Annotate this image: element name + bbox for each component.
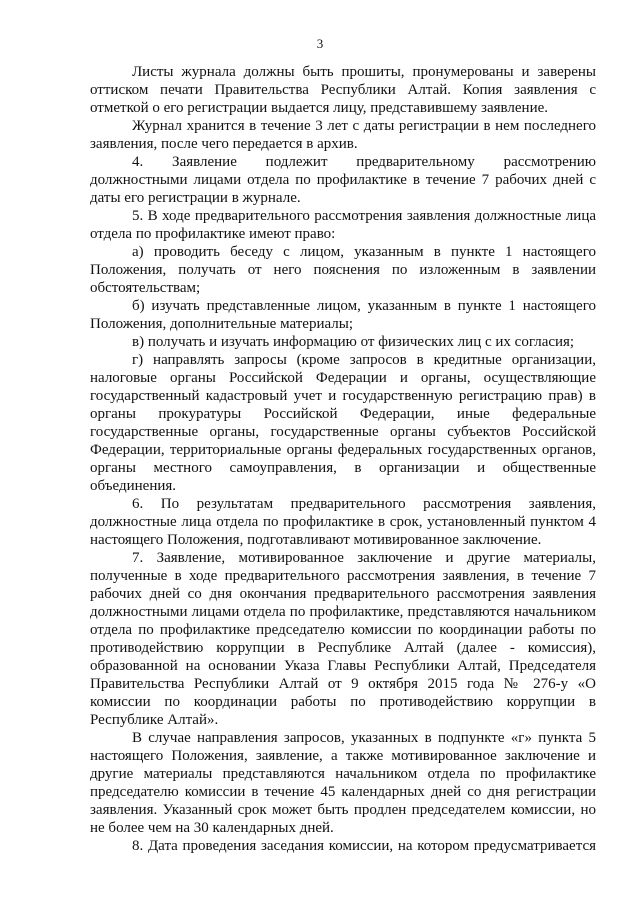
- paragraph-item-5b: б) изучать представленные лицом, указанным в пункте 1 настоящего Положения, дополнительные материалы;: [90, 298, 596, 332]
- paragraph-item-8: 8. Дата проведения заседания комиссии, на котором предусматривается: [132, 838, 596, 854]
- paragraph-item-7: 7. Заявление, мотивированное заключение и другие материалы, полученные в ходе предварительного рассмотрения заявления, в течение 7 рабочих дней со дня окончания предварительного рассмотрения заявления должностными лицами отдела по профилактике, представляются начальником отдела по профилактике председателю комиссии по координации работы по противодействию коррупции в Республике Алтай (далее - комиссия), образованной на основании Указа Главы Республики Алтай, Председателя Правительства Республики Алтай от 9 октября 2015 года № 276-у «О комиссии по координации работы по противодействию коррупции в Республике Алтай».: [90, 550, 596, 728]
- paragraph-journal-binding: Листы журнала должны быть прошиты, пронумерованы и заверены оттиском печати Правительства Республики Алтай. Копия заявления с отметкой о его регистрации выдается лицу, представившему заявление.: [90, 64, 596, 116]
- paragraph-item-4: 4. Заявление подлежит предварительному рассмотрению должностными лицами отдела по профилактике в течение 7 рабочих дней с даты его регистрации в журнале.: [90, 154, 596, 206]
- paragraph-journal-storage: Журнал хранится в течение 3 лет с даты регистрации в нем последнего заявления, после чего передается в архив.: [90, 118, 596, 152]
- paragraph-item-6: 6. По результатам предварительного рассмотрения заявления, должностные лица отдела по профилактике в срок, установленный пунктом 4 настоящего Положения, подготавливают мотивированное заключение.: [90, 496, 596, 548]
- paragraph-item-5a: а) проводить беседу с лицом, указанным в пункте 1 настоящего Положения, получать от него пояснения по изложенным в заявлении обстоятельствам;: [90, 244, 596, 296]
- document-body: [90, 63, 596, 855]
- paragraph-item-5v: в) получать и изучать информацию от физических лиц с их согласия;: [132, 334, 575, 350]
- paragraph-item-7-requests: В случае направления запросов, указанных в подпункте «г» пункта 5 настоящего Положения, заявление, а также мотивированное заключение и другие материалы представляются начальником отдела по профилактике председателю комиссии в течение 45 календарных дней со дня регистрации заявления. Указанный срок может быть продлен председателем комиссии, но не более чем на 30 календарных дней.: [90, 730, 596, 836]
- page-number: 3: [316, 36, 324, 51]
- paragraph-item-5: 5. В ходе предварительного рассмотрения заявления должностные лица отдела по профилактике имеют право:: [90, 208, 596, 242]
- paragraph-item-5g: г) направлять запросы (кроме запросов в кредитные организации, налоговые органы Российской Федерации и органы, осуществляющие государственный кадастровый учет и государственную регистрацию прав) в органы прокуратуры Российской Федерации, иные федеральные государственные органы, государственные органы субъектов Российской Федерации, территориальные органы федеральных государственных органов, органы местного самоуправления, в организации и общественные объединения.: [90, 352, 596, 494]
